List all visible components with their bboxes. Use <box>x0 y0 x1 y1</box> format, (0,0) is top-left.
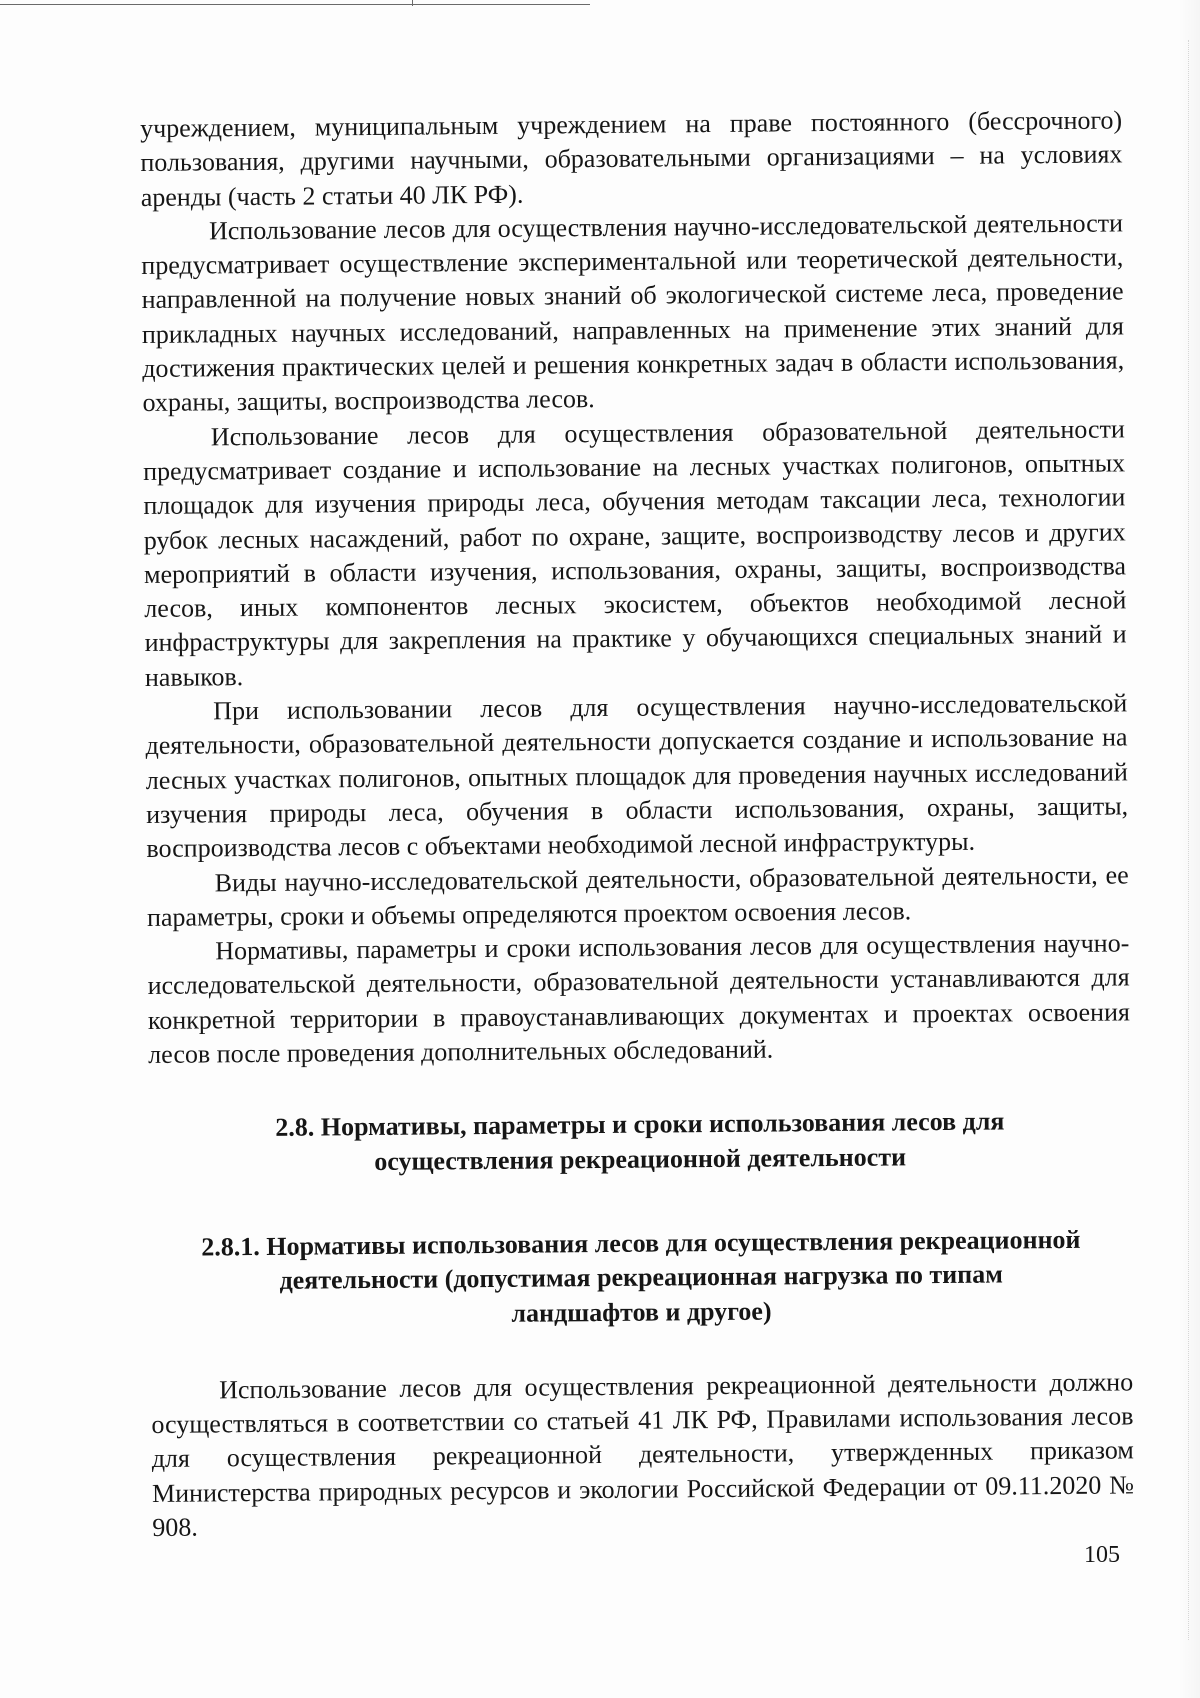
document-body <box>140 103 1134 1545</box>
top-border-tick <box>412 0 413 6</box>
section-heading-2-8-line1: 2.8. Нормативы, параметры и сроки использования лесов для <box>275 1106 1005 1143</box>
section-heading-2-8-line2: осуществления рекреационной деятельности <box>374 1141 907 1176</box>
paragraph-educational-use: Использование лесов для осуществления образовательной деятельности предусматривает создание и использование на лесных участках полигонов, опытных площадок для изучения природы леса, обучения методам таксации леса, технологии рубок лесных насаждений, работ по охране, защите, воспроизводству лесов и других мероприятий в области изучения, использования, охраны, защиты, воспроизводства лесов, иных компонентов лесных экосистем, объектов необходимой лесной инфраструктуры для закрепления на практике у обучающихся специальных знаний и навыков. <box>143 414 1127 692</box>
top-border-line <box>0 4 590 5</box>
section-heading-2-8-1 <box>150 1222 1133 1333</box>
section-heading-2-8-1-line3: ландшафтов и другое) <box>511 1296 772 1328</box>
section-heading-2-8 <box>149 1104 1132 1181</box>
section-heading-2-8-1-line1: 2.8.1. Нормативы использования лесов для осуществления рекреационной <box>201 1224 1081 1262</box>
page-number: 105 <box>1084 1542 1120 1568</box>
paragraph-activity-types: Виды научно-исследовательской деятельности, образовательной деятельности, ее параметры, сроки и объемы определяются проектом освоения лесов. <box>146 859 1129 932</box>
paragraph-norms: Нормативы, параметры и сроки использования лесов для осуществления научно-исследовательской деятельности, образовательной деятельности устанавливаются для конкретной территории в правоустанавливающих документах и проектах освоения лесов после проведения дополнительных обследований. <box>147 928 1131 1069</box>
paragraph-research-use: Использование лесов для осуществления научно-исследовательской деятельности предусматривает осуществление экспериментальной или теоретической деятельности, направленной на получение новых знаний об экологической системе леса, проведение прикладных научных исследований, направленных на применение этих знаний для достижения практических целей и решения конкретных задач в области использования, охраны, защиты, воспроизводства лесов. <box>141 208 1125 418</box>
paragraph-recreational-use: Использование лесов для осуществления рекреационной деятельности должно осуществляться в соответствии со статьей 41 ЛК РФ, Правилами использования лесов для осуществления рекреационной деятельности, утвержденных приказом Министерства природных ресурсов и экологии Российской Федерации от 09.11.2020 № 908. <box>151 1367 1135 1542</box>
section-heading-2-8-1-line2: деятельности (допустимая рекреационная нагрузка по типам <box>279 1259 1004 1296</box>
paragraph-continuation: учреждением, муниципальным учреждением на праве постоянного (бессрочного) пользования, другими научными, образовательными организациями – на условиях аренды (часть 2 статьи 40 ЛК РФ). <box>140 105 1123 212</box>
paragraph-polygons: При использовании лесов для осуществления научно-исследовательской деятельности, образовательной деятельности допускается создание и использование на лесных участках полигонов, опытных площадок для проведения научных исследований изучения природы леса, обучения в области использования, охраны, защиты, воспроизводства лесов с объектами необходимой лесной инфраструктуры. <box>145 688 1129 864</box>
scan-edge-artifact <box>1188 40 1190 1640</box>
